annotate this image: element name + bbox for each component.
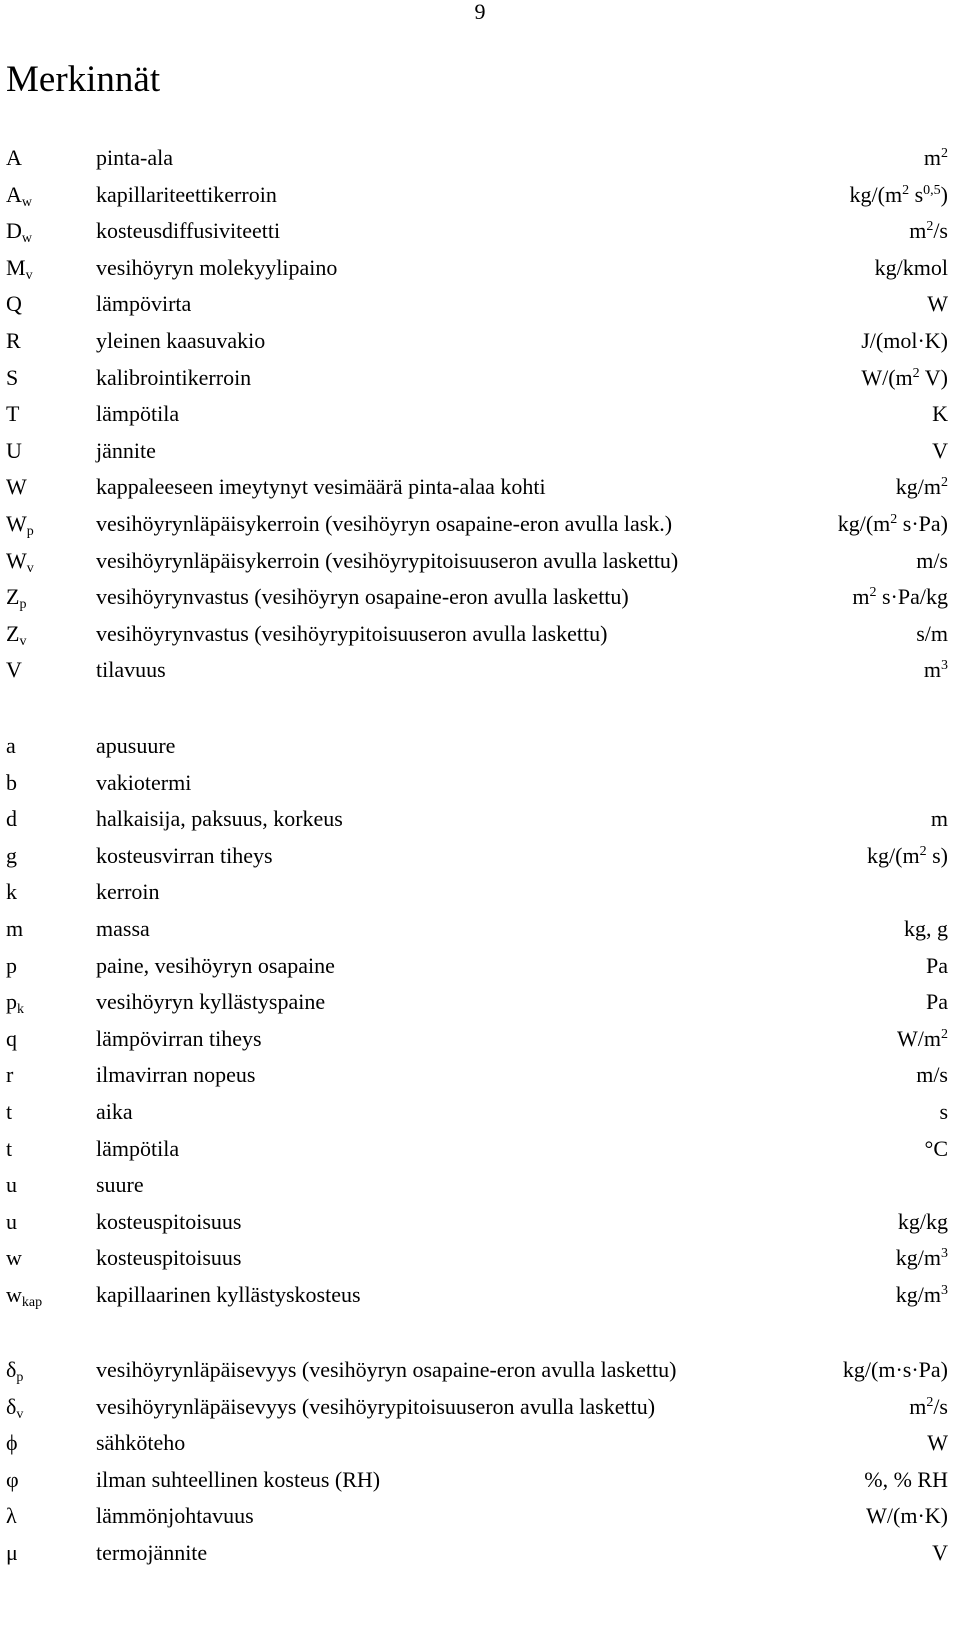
unit-exponent: 3 [941, 658, 948, 673]
unit-exponent: 3 [941, 1283, 948, 1298]
notation-row [0, 396, 960, 432]
notation-row [0, 616, 960, 652]
unit: kg, g [904, 916, 948, 941]
symbol-subscript: w [21, 195, 33, 210]
description: paine, vesihöyryn osapaine [96, 953, 335, 978]
unit: Pa [926, 989, 948, 1014]
unit: kg/kmol [874, 255, 948, 280]
notation-row [0, 728, 960, 764]
page-title: Merkinnät [6, 59, 161, 100]
symbol: k [6, 879, 17, 904]
notation-row [0, 579, 960, 615]
symbol-subscript: p [16, 1370, 24, 1385]
description: vesihöyrynvastus (vesihöyrypitoisuuseron avulla laskettu) [96, 621, 608, 646]
description: vesihöyrynvastus (vesihöyryn osapaine-eron avulla laskettu) [96, 584, 629, 609]
description: lämpövirran tiheys [96, 1026, 262, 1051]
unit-exponent: 2 [902, 183, 910, 198]
unit-exponent: 2 [890, 512, 898, 527]
description: kosteusdiffusiviteetti [96, 218, 281, 243]
unit: kg/(m·s·Pa) [842, 1357, 948, 1382]
symbol-subscript: v [26, 561, 34, 576]
notation-row [0, 323, 960, 359]
symbol: $D_w$ [6, 218, 33, 246]
description: halkaisija, paksuus, korkeus [96, 806, 343, 831]
unit: $kg/(m^2$ s) [867, 843, 948, 868]
symbol: T [6, 401, 20, 426]
symbol: V [6, 657, 22, 682]
unit: $kg/(m^2$ $s^{0,5}$) [849, 182, 948, 207]
unit-exponent: 2 [941, 475, 948, 490]
description: kosteusvirran tiheys [96, 843, 273, 868]
notation-row [0, 874, 960, 910]
symbol: $W_p$ [6, 511, 34, 539]
notation-row [0, 433, 960, 469]
symbol: $\delta_v$ [6, 1394, 24, 1422]
unit: °C [924, 1136, 948, 1161]
description: aika [96, 1099, 133, 1124]
unit: V [932, 438, 948, 463]
symbol: p [6, 953, 17, 978]
unit: K [932, 401, 948, 426]
unit-exponent: 2 [926, 219, 934, 234]
notation-row [0, 838, 960, 874]
symbol: $M_v$ [6, 255, 33, 283]
unit: $kg/m^3$ [895, 1245, 948, 1270]
description: kosteuspitoisuus [96, 1209, 242, 1234]
description: kosteuspitoisuus [96, 1245, 242, 1270]
notation-row [0, 177, 960, 213]
notation-row [0, 140, 960, 176]
description: kalibrointikerroin [96, 365, 252, 390]
unit: %, % RH [864, 1467, 948, 1492]
unit-exponent: 0,5 [923, 183, 941, 198]
unit: W/(m·K) [866, 1503, 948, 1528]
notation-row [0, 1204, 960, 1240]
symbol: u [6, 1209, 17, 1234]
notation-row [0, 984, 960, 1020]
unit: V [932, 1540, 948, 1565]
notation-row [0, 1425, 960, 1461]
description: vakiotermi [96, 770, 192, 795]
notation-row [0, 543, 960, 579]
symbol-subscript: v [16, 1407, 24, 1422]
description: jännite [96, 438, 156, 463]
notation-row [0, 1167, 960, 1203]
unit-exponent: 2 [941, 1027, 948, 1042]
unit: kg/kg [897, 1209, 948, 1234]
symbol-subscript: p [19, 597, 27, 612]
page-number: 9 [474, 0, 486, 24]
symbol: a [6, 733, 16, 758]
description: tilavuus [96, 657, 166, 682]
symbol: u [6, 1172, 17, 1197]
symbol: $W_v$ [6, 548, 34, 576]
description: pinta-ala [96, 145, 173, 170]
description: lämmönjohtavuus [96, 1503, 254, 1528]
unit: $kg/(m^2$ s·Pa) [837, 511, 948, 536]
description: vesihöyrynläpäisykerroin (vesihöyryn osapaine-eron avulla lask.) [96, 511, 673, 536]
symbol-subscript: p [26, 524, 34, 539]
notation-row [0, 948, 960, 984]
unit-exponent: 2 [926, 1395, 934, 1410]
unit: s [939, 1099, 948, 1124]
symbol: μ [6, 1540, 18, 1565]
symbol: $w_{kap}$ [6, 1282, 43, 1310]
symbol: $p_k$ [6, 989, 24, 1017]
unit: $m^2$ s·Pa/kg [852, 584, 948, 609]
notation-row [0, 1057, 960, 1093]
description: suure [96, 1172, 144, 1197]
symbol: ϕ [6, 1430, 18, 1455]
unit: $m^2/s$ [909, 218, 948, 243]
unit: $m^2$ [923, 145, 948, 170]
symbol: A [6, 145, 22, 170]
symbol-subscript: v [19, 634, 27, 649]
unit-exponent: 2 [941, 146, 948, 161]
notation-row [0, 250, 960, 286]
notation-row [0, 1277, 960, 1313]
notation-row [0, 1498, 960, 1534]
unit-exponent: 3 [941, 1246, 948, 1261]
unit: Pa [926, 953, 948, 978]
description: vesihöyrynläpäisevyys (vesihöyrypitoisuuseron avulla laskettu) [96, 1394, 656, 1419]
unit: $kg/m^2$ [895, 474, 948, 499]
symbol: $A_w$ [6, 182, 33, 210]
description: kappaleeseen imeytynyt vesimäärä pinta-alaa kohti [96, 474, 546, 499]
symbol-subscript: k [17, 1002, 24, 1017]
description: vesihöyryn kyllästyspaine [96, 989, 326, 1014]
description: sähköteho [96, 1430, 186, 1455]
symbol: λ [6, 1503, 17, 1528]
unit: m/s [916, 1062, 948, 1087]
notation-row [0, 213, 960, 249]
symbol: S [6, 365, 19, 390]
description: vesihöyryn molekyylipaino [96, 255, 338, 280]
notation-row [0, 1535, 960, 1571]
unit: $W/(m^2$ V) [861, 365, 948, 390]
unit: W [927, 291, 948, 316]
symbol: R [6, 328, 21, 353]
symbol: d [6, 806, 17, 831]
symbol: b [6, 770, 17, 795]
description: vesihöyrynläpäisevyys (vesihöyryn osapaine-eron avulla laskettu) [96, 1357, 677, 1382]
symbol-subscript: v [25, 268, 33, 283]
notation-row [0, 911, 960, 947]
symbol: g [6, 843, 17, 868]
description: lämpötila [96, 401, 180, 426]
unit: $kg/m^3$ [895, 1282, 948, 1307]
description: yleinen kaasuvakio [96, 328, 266, 353]
notation-row [0, 506, 960, 542]
unit: W [927, 1430, 948, 1455]
notation-row [0, 1462, 960, 1498]
notation-row [0, 360, 960, 396]
notation-row [0, 1021, 960, 1057]
description: vesihöyrynläpäisykerroin (vesihöyrypitoisuuseron avulla laskettu) [96, 548, 679, 573]
unit: $m^2/s$ [909, 1394, 948, 1419]
description: kapillariteettikerroin [96, 182, 277, 207]
notation-row [0, 765, 960, 801]
notation-row [0, 1131, 960, 1167]
unit: s/m [916, 621, 948, 646]
symbol: $Z_v$ [6, 621, 27, 649]
notation-row [0, 1352, 960, 1388]
unit: $W/m^2$ [897, 1026, 948, 1051]
symbol: t [6, 1136, 13, 1161]
notation-row [0, 286, 960, 322]
description: termojännite [96, 1540, 208, 1565]
notation-row [0, 1240, 960, 1276]
symbol: r [6, 1062, 14, 1087]
unit: m/s [916, 548, 948, 573]
symbol: W [6, 474, 27, 499]
description: lämpötila [96, 1136, 180, 1161]
symbol-subscript: w [21, 231, 33, 246]
symbol: $\delta_p$ [6, 1357, 24, 1385]
description: lämpövirta [96, 291, 192, 316]
symbol: q [6, 1026, 17, 1051]
unit: J/(mol·K) [861, 328, 948, 353]
unit-exponent: 2 [919, 844, 927, 859]
notation-row [0, 1389, 960, 1425]
symbol: U [6, 438, 22, 463]
notation-row [0, 469, 960, 505]
symbol: Q [6, 291, 22, 316]
symbol: φ [6, 1467, 19, 1492]
description: ilman suhteellinen kosteus (RH) [96, 1467, 381, 1492]
symbol-subscript: kap [21, 1295, 43, 1310]
description: kerroin [96, 879, 160, 904]
notation-row [0, 801, 960, 837]
notation-row [0, 1094, 960, 1130]
unit-exponent: 2 [912, 366, 920, 381]
symbol: w [6, 1245, 22, 1270]
description: apusuure [96, 733, 176, 758]
description: massa [96, 916, 150, 941]
description: kapillaarinen kyllästyskosteus [96, 1282, 361, 1307]
unit: $m^3$ [923, 657, 948, 682]
symbol: $Z_p$ [6, 584, 27, 612]
symbol: m [6, 916, 24, 941]
unit: m [930, 806, 948, 831]
description: ilmavirran nopeus [96, 1062, 256, 1087]
symbol: t [6, 1099, 13, 1124]
unit-exponent: 2 [869, 585, 877, 600]
notation-row [0, 652, 960, 688]
